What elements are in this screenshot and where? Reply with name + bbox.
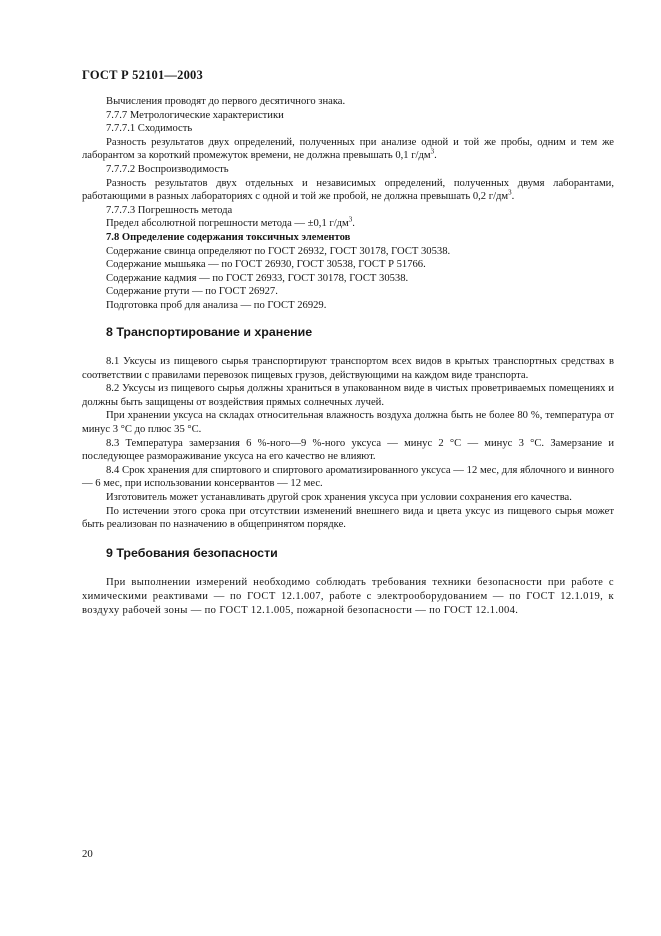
superscript: 3 — [348, 215, 353, 224]
convergence-paragraph — [82, 136, 614, 163]
mercury-content-line: Содержание ртути — по ГОСТ 26927. — [106, 286, 278, 298]
cadmium-content-line: Содержание кадмия — по ГОСТ 26933, ГОСТ 30178, ГОСТ 30538. — [106, 272, 409, 284]
text-fragment: . — [511, 191, 515, 203]
text-line: Вычисления проводят до первого десятичного знака. — [106, 96, 346, 107]
text-fragment: . — [352, 218, 355, 230]
section-8-title: 8 Транспортирование и хранение — [106, 324, 313, 339]
clause-7-8-heading: 7.8 Определение содержания токсичных элементов — [106, 231, 351, 243]
text-fragment: Разность результатов двух определений, полученных при анализе одной и той же пробы, одним и тем же лаборантом за короткий промежуток времени, не должна превышать 0,1 г/дм — [82, 136, 614, 162]
clause-7-7-7: 7.7.7 Метрологические характеристики — [106, 109, 284, 121]
safety-paragraph: При выполнении измерений необходимо соблюдать требования техники безопасности при работе с химическими реактивами — по ГОСТ 12.1.007, работе с электрооборудованием — по ГОСТ 12.1.019, к воздуху рабочей зоны — по ГОСТ 12.1.005, пожарной безопасности — по ГОСТ 12.1.004. — [82, 577, 614, 616]
error-limit-line — [82, 217, 614, 231]
reproducibility-paragraph — [82, 177, 614, 204]
clause-7-7-7-2: 7.7.7.2 Воспроизводимость — [106, 163, 229, 175]
clause-8-3: 8.3 Температура замерзания 6 %-ного—9 %-ного уксуса — минус 2 °С — минус 3 °С. Замерзание и последующее размораживание уксуса на его качество не влияют. — [82, 437, 614, 463]
text-fragment: Предел абсолютной погрешности метода — ±0,1 г/дм — [106, 218, 349, 230]
superscript: 3 — [430, 147, 435, 156]
clause-7-7-7-1: 7.7.7.1 Сходимость — [106, 123, 193, 135]
superscript: 3 — [508, 188, 512, 197]
expiry-paragraph: По истечении этого срока при отсутствии изменений внешнего вида и цвета уксус из пищевого сырья может быть реализован по назначению в общепринятом порядке. — [82, 505, 614, 531]
manufacturer-paragraph: Изготовитель может устанавливать другой срок хранения уксуса при условии сохранения его качества. — [106, 492, 572, 504]
arsenic-content-line: Содержание мышьяка — по ГОСТ 26930, ГОСТ 30538, ГОСТ Р 51766. — [106, 259, 426, 271]
lead-content-line: Содержание свинца определяют по ГОСТ 26932, ГОСТ 30178, ГОСТ 30538. — [106, 245, 451, 257]
page-content — [82, 95, 614, 617]
section-9-title: 9 Требования безопасности — [106, 545, 278, 560]
clause-8-4: 8.4 Срок хранения для спиртового и спиртового ароматизированного уксуса — 12 мес, для яблочного и винного — 6 мес, при использовании консервантов — 12 мес. — [82, 464, 614, 490]
text-fragment: Разность результатов двух отдельных и независимых определений, полученных двумя лаборантами, работающими в разных лабораториях с одной и той же пробой, не должна превышать 0,2 г/дм — [82, 177, 614, 203]
text-fragment: . — [434, 150, 437, 162]
document-header: ГОСТ Р 52101—2003 — [82, 68, 203, 82]
clause-8-1: 8.1 Уксусы из пищевого сырья транспортируют транспортом всех видов в крытых транспортных средствах в соответствии с правилами перевозок пищевых грузов, действующими на каждом виде транспорта. — [82, 356, 614, 381]
clause-7-7-7-3: 7.7.7.3 Погрешность метода — [106, 204, 233, 216]
page-number: 20 — [82, 848, 93, 860]
storage-conditions-paragraph: При хранении уксуса на складах относительная влажность воздуха должна быть не более 80 %, температура от минус 3 °С до плюс 35 °С. — [82, 410, 614, 436]
sample-prep-line: Подготовка проб для анализа — по ГОСТ 26929. — [106, 299, 327, 311]
clause-8-2: 8.2 Уксусы из пищевого сырья должны храниться в упакованном виде в чистых проветриваемых помещениях и должны быть защищены от воздействия прямых солнечных лучей. — [82, 383, 614, 408]
